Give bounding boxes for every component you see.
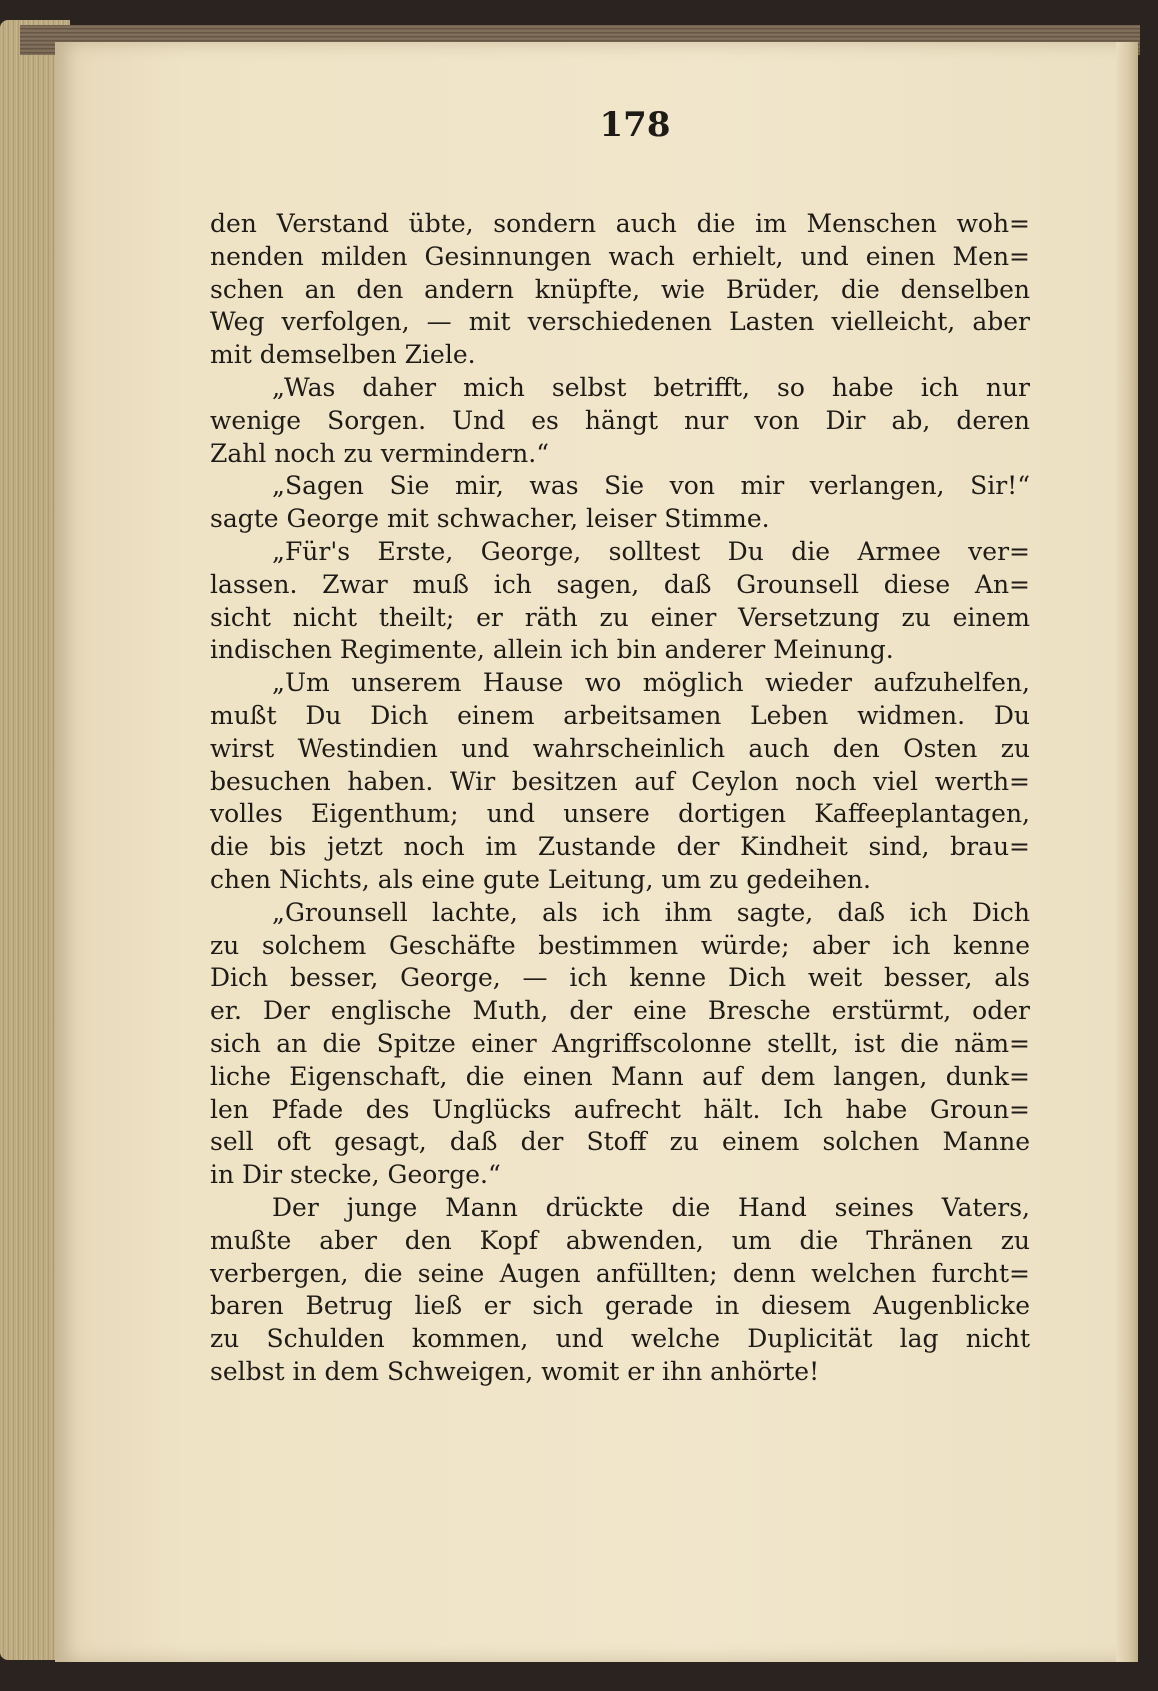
- text-line: mit demselben Ziele.: [210, 340, 476, 370]
- text-line: sagte George mit schwacher, leiser Stimme.: [210, 504, 770, 534]
- text-line: Der junge Mann drückte die Hand seines Vaters,: [272, 1192, 1030, 1222]
- text-line: volles Eigenthum; und unsere dortigen Kaffeeplantagen,: [210, 799, 1030, 829]
- text-line: mußt Du Dich einem arbeitsamen Leben widmen. Du: [210, 700, 1030, 730]
- text-line: indischen Regimente, allein ich bin anderer Meinung.: [210, 635, 894, 665]
- page-number: 178: [599, 105, 671, 145]
- text-line: er. Der englische Muth, der eine Bresche erstürmt, oder: [210, 996, 1030, 1026]
- text-line: Zahl noch zu vermindern.“: [210, 438, 549, 468]
- text-line: zu Schulden kommen, und welche Duplicität lag nicht: [210, 1324, 1030, 1354]
- facing-page-edge: [1116, 42, 1138, 1662]
- text-line: baren Betrug ließ er sich gerade in diesem Augenblicke: [210, 1291, 1030, 1321]
- text-line: „Für's Erste, George, solltest Du die Armee ver=: [272, 536, 1030, 566]
- text-line: „Was daher mich selbst betrifft, so habe ich nur: [272, 372, 1030, 402]
- text-line: wenige Sorgen. Und es hängt nur von Dir ab, deren: [210, 405, 1030, 435]
- text-line: „Grounsell lachte, als ich ihm sagte, daß ich Dich: [272, 897, 1030, 927]
- text-line: zu solchem Geschäfte bestimmen würde; aber ich kenne: [210, 930, 1030, 960]
- text-line: besuchen haben. Wir besitzen auf Ceylon noch viel werth=: [210, 766, 1030, 796]
- text-line: chen Nichts, als eine gute Leitung, um zu gedeihen.: [210, 864, 871, 894]
- body-text: [210, 208, 1030, 1389]
- text-line: „Sagen Sie mir, was Sie von mir verlangen, Sir!“: [272, 471, 1030, 501]
- text-line: „Um unserem Hause wo möglich wieder aufzuhelfen,: [272, 668, 1030, 698]
- text-line: schen an den andern knüpfte, wie Brüder, die denselben: [210, 274, 1030, 304]
- text-line: wirst Westindien und wahrscheinlich auch den Osten zu: [210, 733, 1030, 763]
- text-line: nenden milden Gesinnungen wach erhielt, und einen Men=: [210, 241, 1030, 271]
- text-line: len Pfade des Unglücks aufrecht hält. Ich habe Groun=: [210, 1094, 1030, 1124]
- text-line: mußte aber den Kopf abwenden, um die Thränen zu: [210, 1225, 1030, 1255]
- text-line: liche Eigenschaft, die einen Mann auf dem langen, dunk=: [210, 1061, 1030, 1091]
- text-line: sicht nicht theilt; er räth zu einer Versetzung zu einem: [210, 602, 1030, 632]
- text-line: Dich besser, George, — ich kenne Dich weit besser, als: [210, 963, 1030, 993]
- text-line: den Verstand übte, sondern auch die im Menschen woh=: [210, 209, 1030, 238]
- text-line: sich an die Spitze einer Angriffscolonne stellt, ist die näm=: [210, 1028, 1030, 1058]
- text-line: die bis jetzt noch im Zustande der Kindheit sind, brau=: [210, 832, 1030, 862]
- text-line: in Dir stecke, George.“: [210, 1160, 501, 1190]
- text-line: selbst in dem Schweigen, womit er ihn anhörte!: [210, 1356, 820, 1386]
- text-line: sell oft gesagt, daß der Stoff zu einem solchen Manne: [210, 1127, 1030, 1157]
- text-line: lassen. Zwar muß ich sagen, daß Grounsell diese An=: [210, 569, 1030, 599]
- text-line: Weg verfolgen, — mit verschiedenen Lasten vielleicht, aber: [210, 307, 1030, 337]
- text-line: verbergen, die seine Augen anfüllten; denn welchen furcht=: [210, 1258, 1030, 1288]
